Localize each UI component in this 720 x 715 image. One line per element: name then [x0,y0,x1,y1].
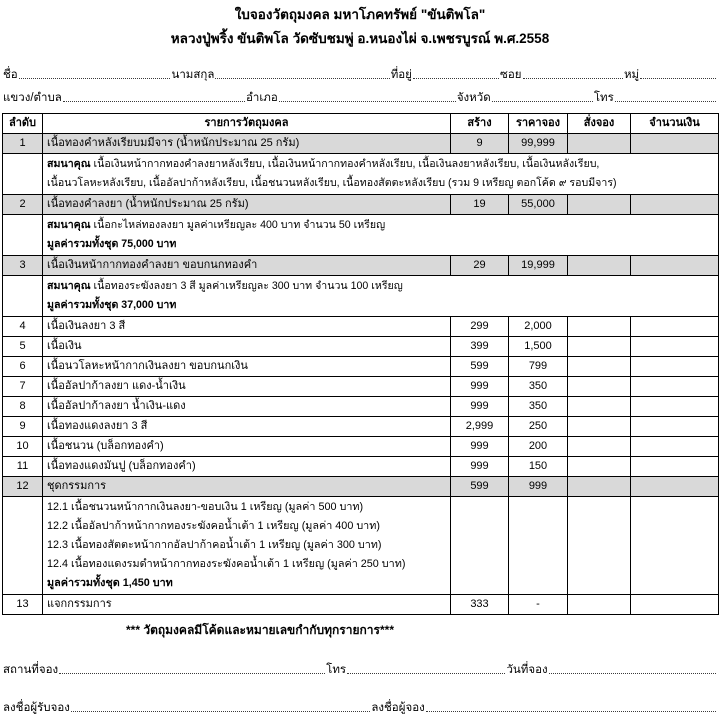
row-item: เนื้ออัลปาก้าลงยา แดง-น้ำเงิน [43,377,451,397]
row-no: 10 [3,437,43,457]
bonus-note-3 [43,276,719,317]
bonus-prefix: สมนาคุณ [47,158,91,170]
row-price: 55,000 [509,195,568,215]
subdistrict-label: แขวง/ตำบล [3,92,62,104]
table-row [3,417,719,437]
row-order-cell [568,256,631,276]
row-no: 5 [3,337,43,357]
booking-place-label: สถานที่จอง [3,664,59,676]
page-subtitle: หลวงปู่พริ้ง ขันติพโล วัดซับชมพู่ อ.หนองไผ่ จ.เพชรบูรณ์ พ.ศ.2558 [170,31,550,46]
booking-date-fill-line [549,672,716,674]
row-made: 999 [451,437,509,457]
booker-signature-fill-line [426,710,716,712]
col-header-amount: จำนวนเงิน [631,114,719,134]
name-label: ชื่อ [3,69,18,81]
committee-set-detail-row [3,497,719,595]
col-header-price: ราคาจอง [509,114,568,134]
row-order-cell [568,497,631,595]
row-item: เนื้อนวโลหะหน้ากากเงินลงยา ขอบกนกเงิน [43,357,451,377]
receiver-signature-fill-line [71,710,370,712]
empty-no-cell [3,154,43,195]
bonus-prefix: สมนาคุณ [47,280,91,292]
row-made: 999 [451,397,509,417]
footer-row-booking [3,654,717,677]
sub-item: 12.3 เนื้อทองสัตตะหน้ากากอัลปาก้าคอน้ำเต้า 1 เหรียญ (มูลค่า 300 บาท) [47,539,382,551]
table-row [3,256,719,276]
table-row [3,337,719,357]
bonus-prefix: สมนาคุณ [47,219,91,231]
row-item: เนื้อทองแดงมันปู (บล็อกทองคำ) [43,457,451,477]
col-header-item: รายการวัตถุมงคล [43,114,451,134]
row-amount-cell [631,457,719,477]
row-item: เนื้อเงิน [43,337,451,357]
row-order-cell [568,195,631,215]
row-order-cell [568,417,631,437]
phone-label: โทร [593,92,614,104]
form-row-location [3,82,717,105]
table-row [3,357,719,377]
bonus-note-row [3,276,719,317]
row-order-cell [568,397,631,417]
row-made: 9 [451,134,509,154]
bonus-text: เนื้อกะไหล่ทองลงยา มูลค่าเหรียญละ 400 บาท จำนวน 50 เหรียญ [93,219,386,231]
booker-signature-label: ลงชื่อผู้จอง [371,702,425,714]
table-row [3,134,719,154]
footer-row-signatures [3,692,717,715]
row-amount-cell [631,497,719,595]
booking-place-fill-line [59,672,325,674]
row-made: 999 [451,457,509,477]
surname-fill-line [215,77,389,79]
committee-set-items [43,497,451,595]
table-row [3,317,719,337]
row-item: ชุดกรรมการ [43,477,451,497]
row-made: 2,999 [451,417,509,437]
table-header-row [3,114,719,134]
row-made: 399 [451,337,509,357]
row-amount-cell [631,195,719,215]
row-price: 350 [509,397,568,417]
row-no: 13 [3,595,43,615]
bonus-note-row [3,154,719,195]
district-fill-line [279,100,456,102]
table-row [3,595,719,615]
sub-total: มูลค่ารวมทั้งชุด 1,450 บาท [47,577,173,589]
row-amount-cell [631,317,719,337]
row-no: 9 [3,417,43,437]
row-order-cell [568,457,631,477]
row-order-cell [568,437,631,457]
order-table [2,113,719,615]
province-label: จังหวัด [456,92,491,104]
province-fill-line [492,100,593,102]
empty-made-cell [451,497,509,595]
row-amount-cell [631,134,719,154]
address-fill-line [413,77,499,79]
row-amount-cell [631,357,719,377]
row-amount-cell [631,477,719,497]
row-price: 999 [509,477,568,497]
row-amount-cell [631,595,719,615]
row-made: 999 [451,377,509,397]
booking-phone-fill-line [347,672,505,674]
soi-fill-line [523,77,623,79]
receiver-signature-label: ลงชื่อผู้รับจอง [3,702,70,714]
row-no: 7 [3,377,43,397]
row-order-cell [568,477,631,497]
bonus-total: มูลค่ารวมทั้งชุด 75,000 บาท [47,238,177,250]
phone-fill-line [615,100,716,102]
row-item: เนื้ออัลปาก้าลงยา น้ำเงิน-แดง [43,397,451,417]
bonus-note-2 [43,215,719,256]
page-title: ใบจองวัตถุมงคล มหาโภคทรัพย์ "ขันติพโล" [234,7,486,22]
col-header-no: ลำดับ [3,114,43,134]
name-fill-line [19,77,171,79]
row-order-cell [568,337,631,357]
row-made: 299 [451,317,509,337]
bonus-text: เนื้อนวโลหะหลังเรียบ, เนื้ออัลปาก้าหลังเรียบ, เนื้อชนวนหลังเรียบ, เนื้อทองสัตตะหลังเรียบ (รวม 9 เหรียญ ตอกโค้ด ๙ รอบมีจาร) [47,177,617,189]
row-made: 599 [451,477,509,497]
bonus-note-row [3,215,719,256]
subdistrict-fill-line [63,100,245,102]
sub-item: 12.4 เนื้อทองแดงรมดำหน้ากากทองระฆังคอน้ำเต้า 1 เหรียญ (มูลค่า 250 บาท) [47,558,406,570]
row-item: แจกกรรมการ [43,595,451,615]
row-price: 19,999 [509,256,568,276]
row-order-cell [568,595,631,615]
row-item: เนื้อทองคำลงยา (น้ำหนักประมาณ 25 กรัม) [43,195,451,215]
empty-no-cell [3,215,43,256]
row-order-cell [568,317,631,337]
row-item: เนื้อเงินหน้ากากทองคำลงยา ขอบกนกทองคำ [43,256,451,276]
row-item: เนื้อเงินลงยา 3 สี [43,317,451,337]
empty-price-cell [509,497,568,595]
address-label: ที่อยู่ [390,69,412,81]
code-note: *** วัตถุมงคลมีโค้ดและหมายเลขกำกับทุกรายการ*** [126,623,394,637]
row-amount-cell [631,256,719,276]
row-no: 1 [3,134,43,154]
soi-label: ซอย [500,69,522,81]
row-no: 11 [3,457,43,477]
booking-phone-label: โทร [326,664,347,676]
sub-item: 12.1 เนื้อชนวนหน้ากากเงินลงยา-ขอบเงิน 1 เหรียญ (มูลค่า 500 บาท) [47,501,364,513]
row-item: เนื้อทองคำหลังเรียบมมีจาร (น้ำหนักประมาณ 25 กรัม) [43,134,451,154]
row-item: เนื้อชนวน (บล็อกทองคำ) [43,437,451,457]
row-item: เนื้อทองแดงลงยา 3 สี [43,417,451,437]
row-no: 4 [3,317,43,337]
row-made: 19 [451,195,509,215]
table-row [3,377,719,397]
table-row [3,457,719,477]
row-no: 8 [3,397,43,417]
row-price: 799 [509,357,568,377]
row-price: 150 [509,457,568,477]
bonus-total: มูลค่ารวมทั้งชุด 37,000 บาท [47,299,177,311]
row-no: 2 [3,195,43,215]
district-label: อำเภอ [245,92,278,104]
row-no: 6 [3,357,43,377]
row-amount-cell [631,337,719,357]
table-row [3,195,719,215]
moo-label: หมู่ [623,69,640,81]
col-header-made: สร้าง [451,114,509,134]
row-price: 99,999 [509,134,568,154]
row-made: 29 [451,256,509,276]
booking-date-label: วันที่จอง [506,664,548,676]
table-row [3,477,719,497]
row-price: 1,500 [509,337,568,357]
surname-label: นามสกุล [171,69,215,81]
row-price: 250 [509,417,568,437]
form-row-identity [3,59,717,82]
row-price: - [509,595,568,615]
row-no: 3 [3,256,43,276]
bonus-note-1 [43,154,719,195]
col-header-order: สั่งจอง [568,114,631,134]
empty-no-cell [3,276,43,317]
bonus-text: เนื้อเงินหน้ากากทองคำลงยาหลังเรียบ, เนื้อเงินหน้ากากทองคำหลังเรียบ, เนื้อเงินลงยาหลังเรียบ, เนื้อเงินหลังเรียบ, [93,158,600,170]
row-price: 200 [509,437,568,457]
table-row [3,437,719,457]
row-amount-cell [631,377,719,397]
sub-item: 12.2 เนื้ออัลปาก้าหน้ากากทองระฆังคอน้ำเต้า 1 เหรียญ (มูลค่า 400 บาท) [47,520,380,532]
row-no: 12 [3,477,43,497]
bonus-text: เนื้อทองระฆังลงยา 3 สี มูลค่าเหรียญละ 300 บาท จำนวน 100 เหรียญ [93,280,403,292]
row-price: 2,000 [509,317,568,337]
empty-no-cell [3,497,43,595]
row-made: 333 [451,595,509,615]
row-made: 599 [451,357,509,377]
row-amount-cell [631,437,719,457]
row-order-cell [568,134,631,154]
row-price: 350 [509,377,568,397]
row-amount-cell [631,397,719,417]
row-amount-cell [631,417,719,437]
moo-fill-line [640,77,716,79]
table-row [3,397,719,417]
row-order-cell [568,377,631,397]
row-order-cell [568,357,631,377]
